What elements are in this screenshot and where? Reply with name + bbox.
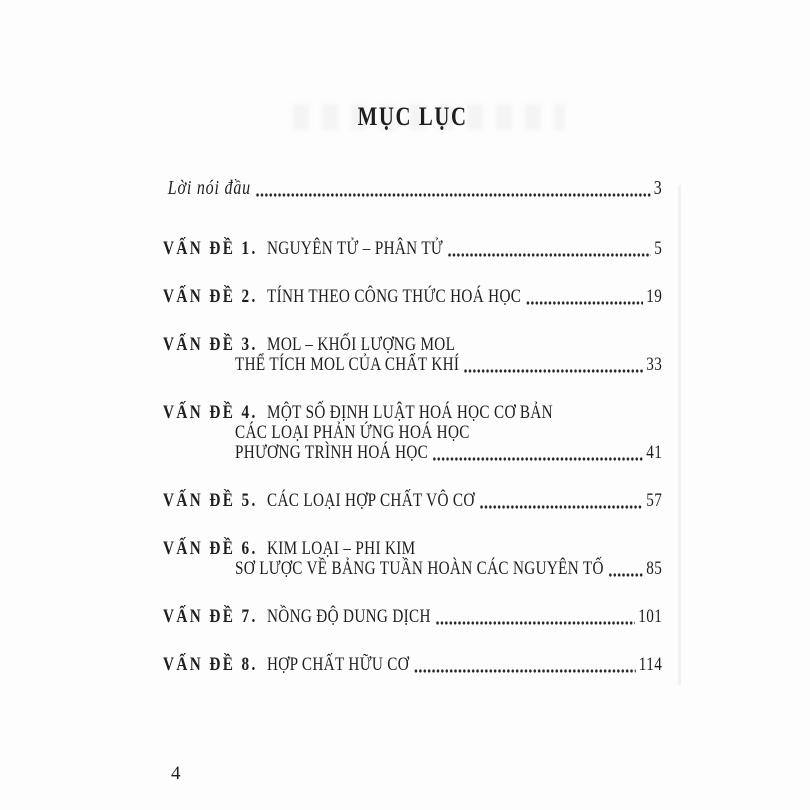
entry-title: KIM LOẠI – PHI KIM [267, 538, 416, 559]
dot-leader [479, 505, 643, 509]
entry-page-number: 19 [646, 286, 663, 307]
dot-leader [436, 621, 635, 625]
table-of-contents [163, 101, 662, 675]
entry-title: NGUYÊN TỬ – PHÂN TỬ [267, 238, 444, 259]
entry-title-line3: PHƯƠNG TRÌNH HOÁ HỌC [235, 442, 429, 463]
dot-leader [256, 193, 651, 197]
entry-label: VẤN ĐỀ 1. [163, 238, 258, 259]
entry-label: VẤN ĐỀ 2. [163, 286, 258, 307]
scanner-streak [678, 185, 681, 685]
preface-page-number: 3 [653, 177, 663, 199]
dot-leader [414, 669, 636, 673]
entry-label: VẤN ĐỀ 6. [163, 538, 258, 559]
entry-title: MỘT SỐ ĐỊNH LUẬT HOÁ HỌC CƠ BẢN [267, 402, 553, 423]
entry-page-number: 41 [646, 442, 663, 463]
entry-label: VẤN ĐỀ 5. [163, 490, 258, 511]
entry-title-line2: SƠ LƯỢC VỀ BẢNG TUẦN HOÀN CÁC NGUYÊN TỐ [235, 558, 604, 579]
entry-title: HỢP CHẤT HỮU CƠ [267, 654, 410, 675]
toc-entry-3 [163, 335, 662, 375]
entry-page-number: 101 [638, 606, 663, 627]
toc-entry-1 [163, 239, 662, 259]
entry-title: CÁC LOẠI HỢP CHẤT VÔ CƠ [267, 490, 475, 511]
entry-label: VẤN ĐỀ 4. [163, 402, 258, 423]
dot-leader [464, 369, 643, 373]
entry-title: TÍNH THEO CÔNG THỨC HOÁ HỌC [267, 286, 522, 307]
toc-entry-preface [163, 177, 662, 199]
preface-label: Lời nói đầu [167, 177, 251, 199]
toc-entry-4 [163, 403, 662, 463]
dot-leader [433, 457, 643, 461]
page-number: 4 [171, 763, 181, 784]
toc-entry-7 [163, 607, 662, 627]
entry-page-number: 57 [646, 490, 663, 511]
entry-label: VẤN ĐỀ 8. [163, 654, 258, 675]
entry-page-number: 33 [646, 354, 663, 375]
entry-page-number: 85 [646, 558, 663, 579]
dot-leader [526, 301, 643, 305]
entry-title: MOL – KHỐI LƯỢNG MOL [267, 334, 456, 355]
toc-entry-8 [163, 655, 662, 675]
dot-leader [448, 253, 651, 257]
dot-leader [609, 573, 643, 577]
entry-page-number: 5 [654, 238, 663, 259]
entry-label: VẤN ĐỀ 3. [163, 334, 258, 355]
toc-entry-2 [163, 287, 662, 307]
entry-title: NỒNG ĐỘ DUNG DỊCH [267, 606, 431, 627]
toc-entry-5 [163, 491, 662, 511]
page-title: MỤC LỤC [357, 102, 468, 131]
entry-label: VẤN ĐỀ 7. [163, 606, 258, 627]
entry-title-line2: THỂ TÍCH MOL CỦA CHẤT KHÍ [235, 354, 460, 375]
entry-page-number: 114 [638, 654, 663, 675]
entry-title-line2: CÁC LOẠI PHẢN ỨNG HOÁ HỌC [235, 422, 470, 443]
toc-entry-6 [163, 539, 662, 579]
